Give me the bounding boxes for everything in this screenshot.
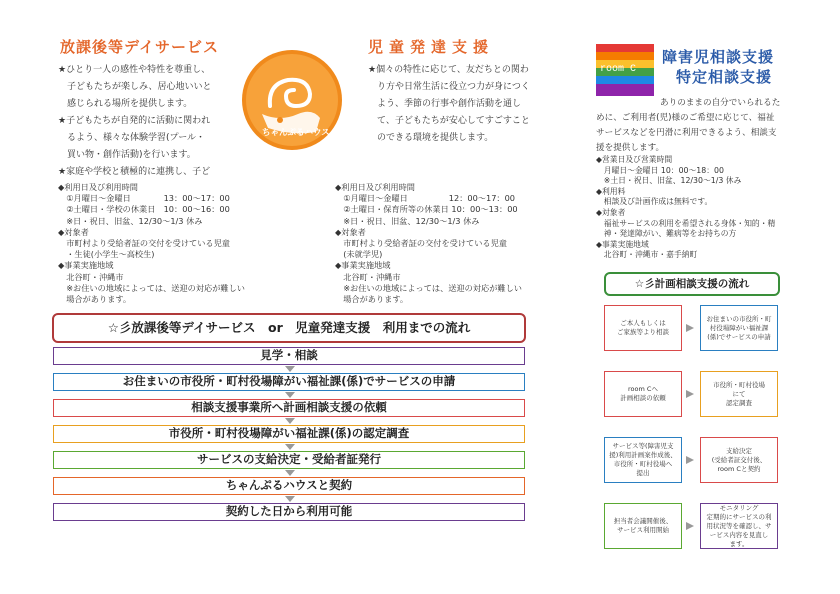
left-info: [58, 182, 318, 305]
right-flow-step: 支給決定 (受給者証交付後、 room Cと契約: [700, 437, 778, 483]
left-intro-line: 子どもたちが楽しみ、居心地いいと: [58, 82, 212, 92]
right-info-line: ◆対象者: [596, 207, 626, 217]
left-intro-line: ★子どもたちが自発的に活動に関われ: [58, 116, 211, 126]
right-info: [596, 155, 796, 261]
mid-intro-line: のできる環境を提供します。: [368, 133, 494, 143]
right-flow-step: 担当者会議開催後、 サービス利用開始: [604, 503, 682, 549]
right-intro: [596, 96, 796, 156]
left-intro-line: 感じられる場所を提供します。: [58, 99, 193, 109]
flow-step: お住まいの市役所・町村役場障がい福祉課(係)でサービスの申請: [53, 373, 525, 391]
mid-info: [335, 182, 560, 305]
mid-intro-line: ★個々の特性に応じて、友だちとの関わ: [368, 65, 529, 75]
right-info-line: ◆営業日及び営業時間: [596, 155, 673, 164]
left-info-line: ②土曜日・学校の休業日 10：00～16：00: [58, 204, 230, 215]
mid-info-line: ※日・祝日、旧盆、12/30～1/3 休み: [335, 215, 480, 226]
mid-intro-line: よう、季節の行事や創作活動を通し: [368, 99, 522, 109]
mid-intro-line: て、子どもたちが安心してすごすこと: [368, 116, 530, 126]
right-info-line: 北谷町・沖縄市・嘉手納町: [596, 250, 698, 260]
mid-info-line: 場合があります。: [335, 294, 409, 305]
logo-text: ちゃんぷるハウス: [262, 128, 330, 138]
flow-step: 相談支援事業所へ計画相談支援の依頼: [53, 399, 525, 417]
left-intro-line: ★家庭や学校と積極的に連携し、子ど: [58, 167, 211, 177]
mid-header: 児童発達支援: [368, 38, 495, 56]
left-info-line: ※お住いの地域によっては、送迎の対応が難しい: [58, 282, 245, 293]
right-header-1: 障害児相談支援: [662, 48, 775, 66]
mid-info-line: ②土曜日・保育所等の休業日 10：00～13：00: [335, 204, 518, 215]
right-flow-title: [604, 272, 780, 296]
right-info-line: 相談及び計画作成は無料です。: [596, 197, 713, 207]
right-intro-line: サービスなどを円滑に利用できるよう、相談支: [596, 128, 777, 138]
left-info-line: ・生徒(小学生～高校生): [58, 249, 155, 260]
left-info-line: 場合があります。: [58, 294, 132, 305]
right-flow-arrow: [686, 324, 694, 332]
flow-arrow: [285, 444, 295, 450]
flow-arrow: [285, 418, 295, 424]
mid-info-line: (未就学児): [335, 249, 383, 260]
right-intro-line: 援を提供します。: [596, 143, 665, 153]
left-info-line: ※日・祝日、旧盆、12/30～1/3 休み: [58, 215, 203, 226]
right-info-line: ◆事業実施地域: [596, 239, 649, 249]
right-flow-arrow: [686, 456, 694, 464]
right-info-line: 福祉サービスの利用を希望される身体・知的・精: [596, 218, 776, 228]
left-header: 放課後等デイサービス: [60, 38, 219, 56]
right-flow-step: 市役所・町村役場 にて 認定調査: [700, 371, 778, 417]
right-flow-step: お住まいの市役所・町 村役場障がい福祉課 (係)でサービスの申請: [700, 305, 778, 351]
left-intro-line: ★ひとり一人の感性や特性を尊重し、: [58, 65, 211, 75]
right-info-line: 神・発達障がい、難病等をお持ちの方: [596, 229, 737, 239]
mid-info-line: ◆利用日及び利用時間: [335, 182, 415, 192]
right-flow-step: ご本人もしくは ご家族等より相談: [604, 305, 682, 351]
mid-intro: [368, 62, 538, 147]
right-info-line: ◆利用料: [596, 186, 626, 196]
mid-info-line: ①月曜日～金曜日 12：00～17：00: [335, 193, 516, 204]
mid-intro-line: り方や日常生活に役立つ力が身につく: [368, 82, 530, 92]
left-info-line: 市町村より受給者証の交付を受けている児童: [58, 238, 230, 249]
flow-arrow: [285, 392, 295, 398]
flow-arrow: [285, 470, 295, 476]
mid-info-line: 市町村より受給者証の交付を受けている児童: [335, 238, 507, 249]
flow-step: ちゃんぷるハウスと契約: [53, 477, 525, 495]
flow-arrow: [285, 366, 295, 372]
right-flow-step: room Cへ 計画相談の依頼: [604, 371, 682, 417]
flow-step: 契約した日から利用可能: [53, 503, 525, 521]
right-info-line: 月曜日～金曜日 10：00～18：00: [596, 165, 724, 175]
left-info-line: ①月曜日～金曜日 13：00～17：00: [58, 193, 230, 204]
left-info-line: ◆対象者: [58, 226, 89, 237]
right-flow-arrow: [686, 390, 694, 398]
left-info-line: ◆利用日及び利用時間: [58, 182, 138, 192]
right-intro-line: めに、ご利用者(児)様のご希望に応じて、福祉: [596, 113, 775, 123]
flow-step: サービスの支給決定・受給者証発行: [53, 451, 525, 469]
left-intro-line: るよう、様々な体験学習(プール・: [58, 133, 206, 143]
right-flow-arrow: [686, 522, 694, 530]
mid-info-line: ◆対象者: [335, 226, 366, 237]
right-flow-title-text: ☆彡計画相談支援の流れ: [634, 278, 750, 290]
flow-step: 市役所・町村役場障がい福祉課(係)の認定調査: [53, 425, 525, 443]
flow-title-text: ☆彡放課後等デイサービス or 児童発達支援 利用までの流れ: [107, 320, 471, 335]
left-info-line: ◆事業実施地域: [58, 260, 114, 271]
flow-step: 見学・相談: [53, 347, 525, 365]
right-info-line: ※土日・祝日、旧盆、12/30～1/3 休み: [596, 176, 742, 186]
left-intro: [58, 62, 233, 181]
mid-info-line: ◆事業実施地域: [335, 260, 391, 271]
left-intro-line: 買い物・創作活動)を行います。: [58, 150, 196, 160]
room-c-label: room C: [600, 64, 637, 75]
mid-info-line: ※お住いの地域によっては、送迎の対応が難しい: [335, 282, 522, 293]
right-flow-step: サービス等(障害児支 援)利用計画案作成後、 市役所・町村役場へ 提出: [604, 437, 682, 483]
flow-arrow: [285, 496, 295, 502]
right-flow-step: モニタリング 定期的にサービスの利 用状況等を確認し、サ ービス内容を見直し ます。: [700, 503, 778, 549]
mid-info-line: 北谷町・沖縄市: [335, 271, 401, 282]
right-intro-line: ありのままの自分でいられるた: [660, 98, 781, 108]
right-header-2: 特定相談支援: [676, 68, 773, 86]
flow-title: [52, 313, 526, 343]
left-info-line: 北谷町・沖縄市: [58, 271, 124, 282]
